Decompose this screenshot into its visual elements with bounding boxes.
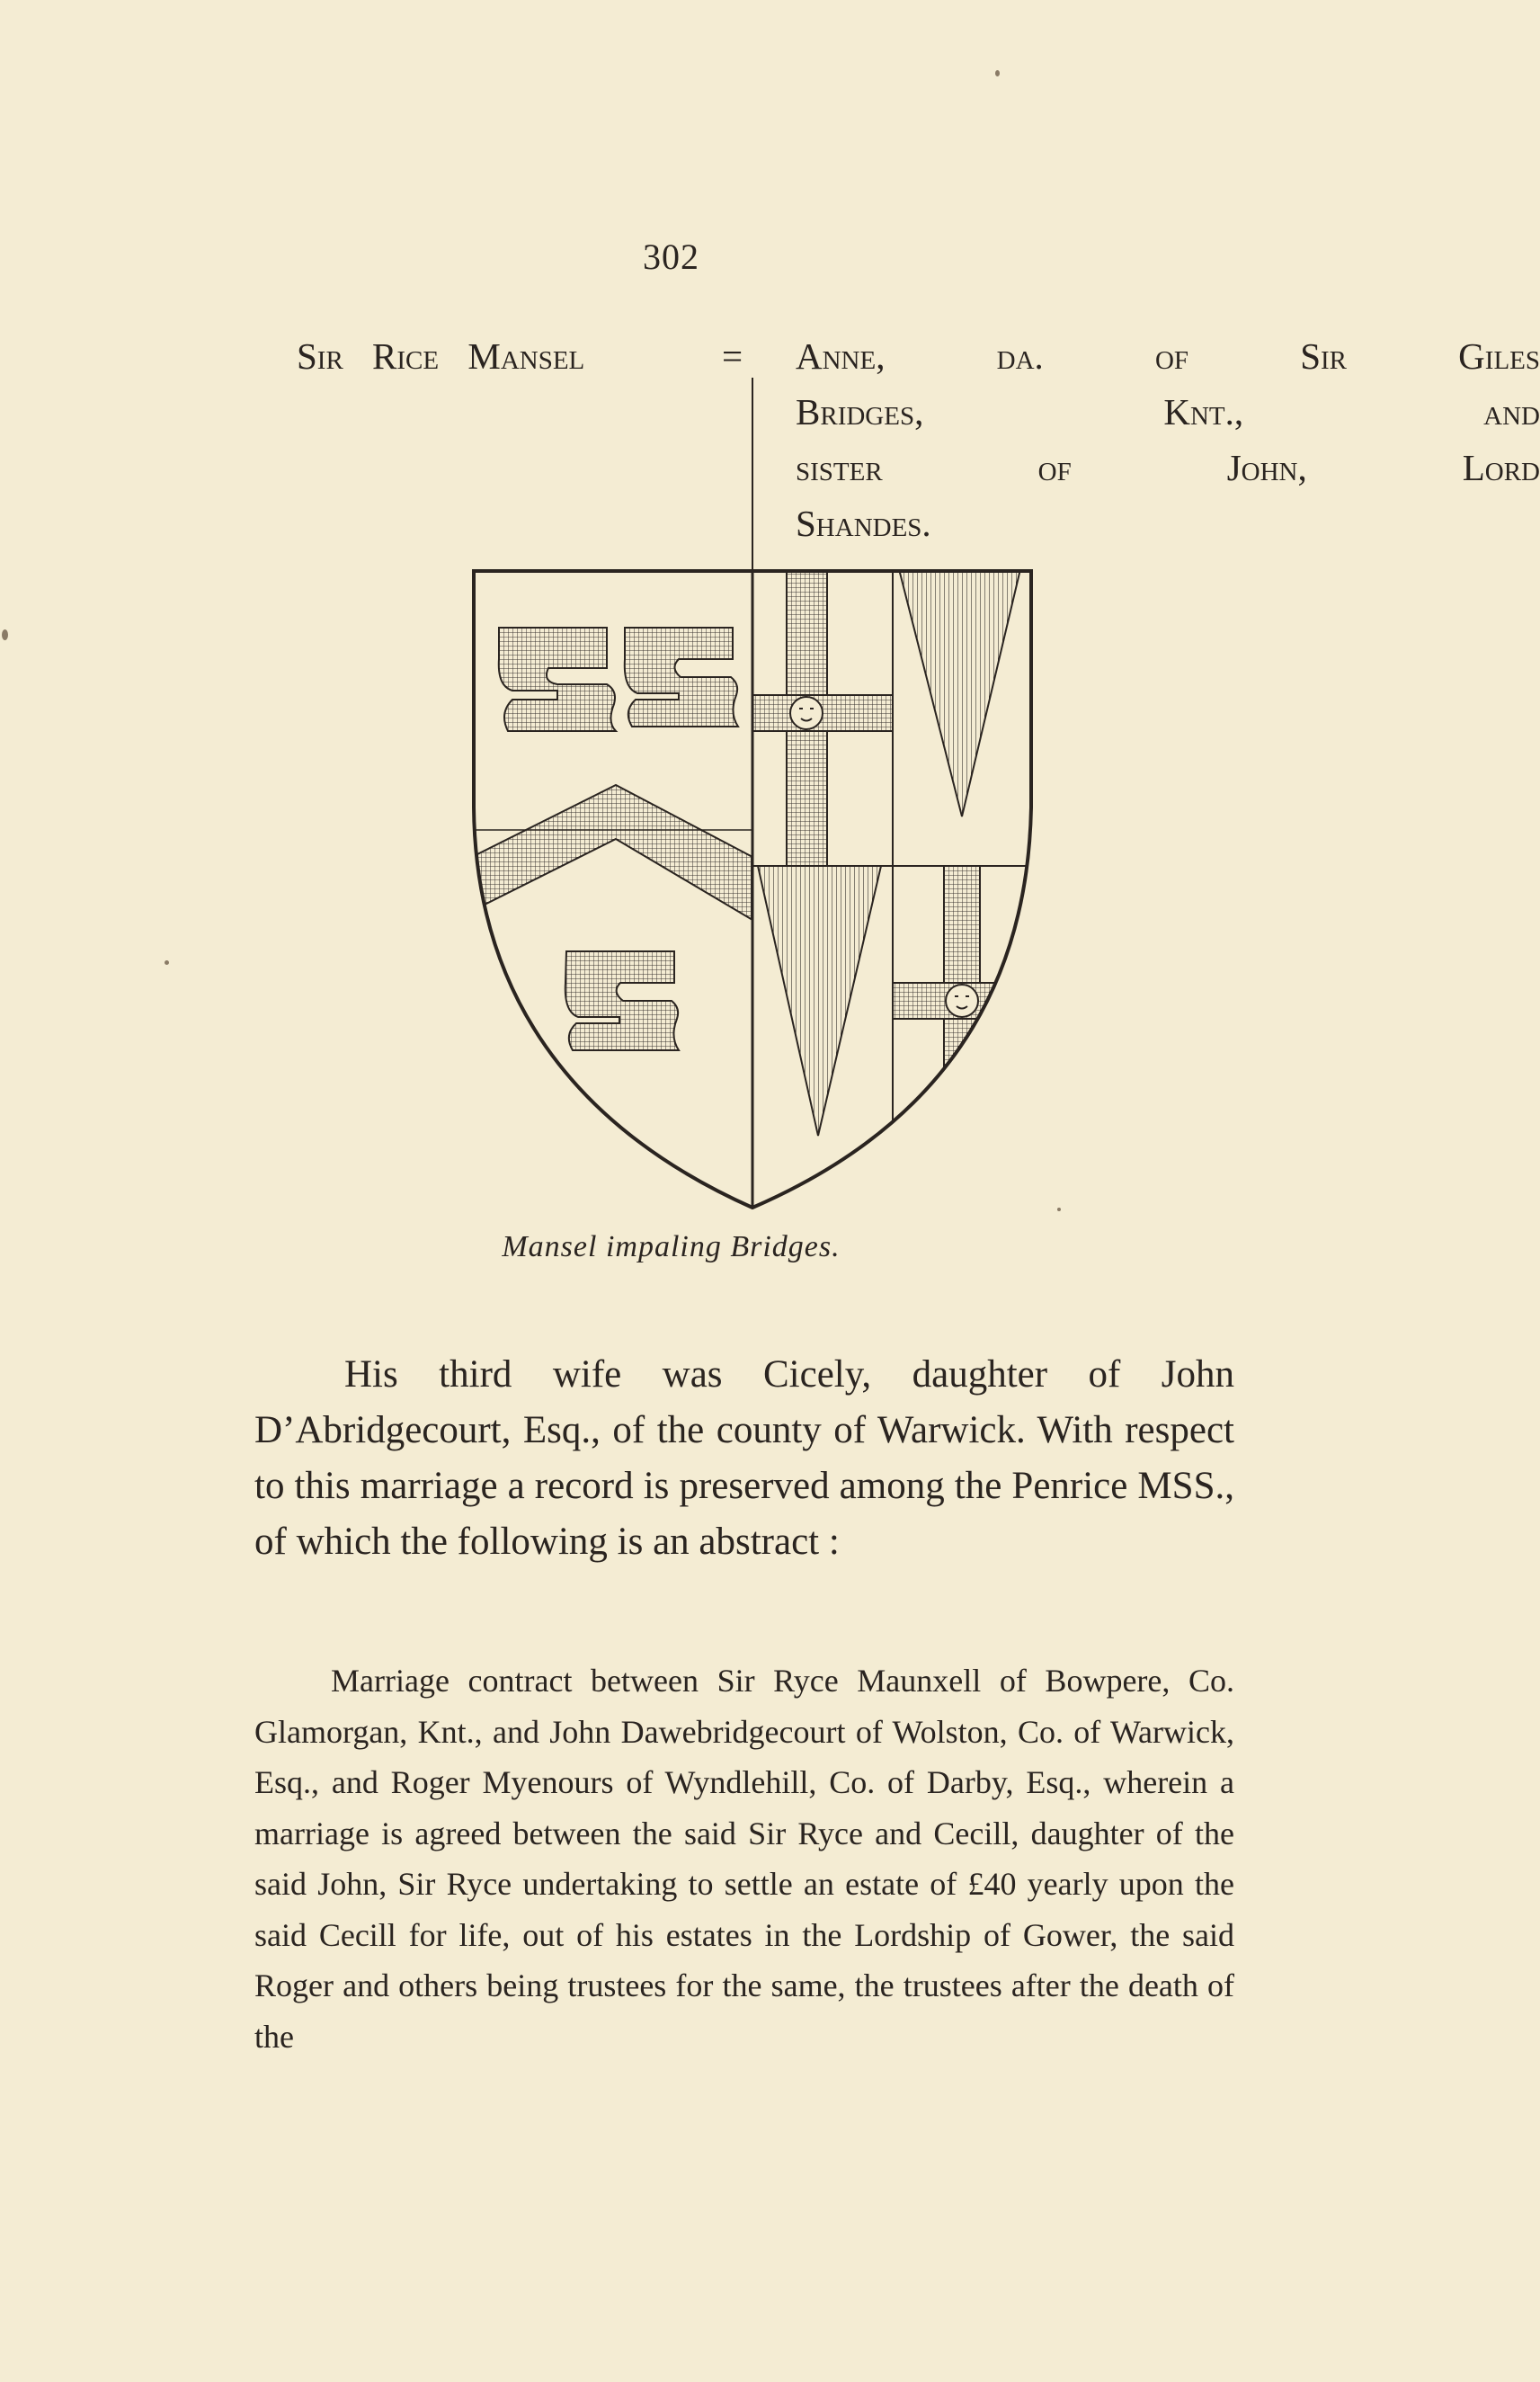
paper-speck bbox=[165, 960, 169, 965]
wife-line: Shandes. bbox=[796, 503, 931, 544]
wife-line: Bridges, Knt., and bbox=[796, 391, 1540, 433]
coat-of-arms-shield bbox=[472, 569, 1034, 1209]
paper-speck bbox=[2, 629, 8, 640]
descent-line bbox=[752, 378, 753, 574]
maunch-base bbox=[565, 951, 679, 1050]
wife-line: sister of John, Lord bbox=[796, 447, 1540, 488]
paper-speck bbox=[995, 70, 1000, 76]
wife-description bbox=[796, 328, 1540, 551]
leopard-face-icon bbox=[790, 697, 823, 729]
maunch-upper-right bbox=[625, 628, 738, 727]
pedigree-entry bbox=[297, 328, 1540, 562]
husband-name: Sir Rice Mansel bbox=[297, 335, 585, 377]
cross-vertical-q4 bbox=[944, 866, 980, 1208]
abstract-paragraph: Marriage contract between Sir Ryce Maunxell of Bowpere, Co. Glamorgan, Knt., and John Dawebridgecourt of Wolston, Co. of Warwick, Esq., and Roger Myenours of Wyndlehill, Co. of Darby, Esq., wherein a marriage is agreed between the said Sir Ryce and Cecill, daughter of the said John, Sir Ryce undertaking to settle an estate of £40 yearly upon the said Cecill for life, out of his estates in the Lordship of Gower, the said Roger and others being trustees for the same, the trustees after the death of the bbox=[254, 1663, 1234, 2055]
page-number: 302 bbox=[643, 236, 699, 277]
wife-line: Anne, da. of Sir Giles bbox=[796, 335, 1540, 377]
marriage-sign: = bbox=[722, 335, 743, 377]
figure-caption: Mansel impaling Bridges. bbox=[502, 1230, 841, 1263]
leopard-face-icon bbox=[946, 985, 978, 1017]
paper-speck bbox=[1057, 1208, 1061, 1211]
intro-paragraph: His third wife was Cicely, daughter of John D’Abridgecourt, Esq., of the county of Warwick. With respect to this marriage a record is preserved among the Penrice MSS., of which the following is an abstract : bbox=[254, 1353, 1234, 1563]
